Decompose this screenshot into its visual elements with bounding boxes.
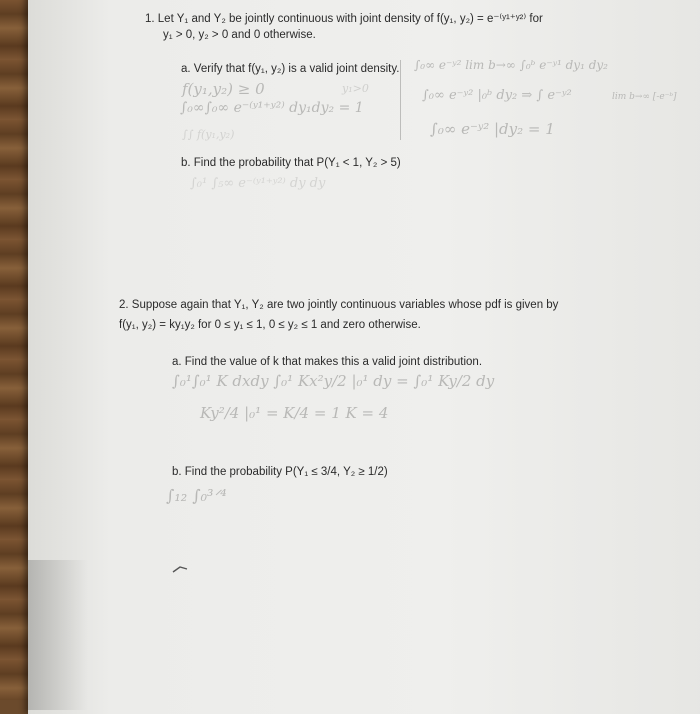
handwriting-limit-eval: lim b→∞ [-e⁻ᵇ] bbox=[612, 92, 677, 102]
q1-stem-line2: y₁ > 0, y₂ > 0 and 0 otherwise. bbox=[163, 29, 316, 41]
handwriting-part-b-setup: ∫₀¹ ∫₅∞ e⁻⁽ʸ¹⁺ʸ²⁾ dy dy bbox=[190, 176, 326, 191]
handwriting-part-b-integral: ∫₁₂ ∫₀³ᐟ⁴ bbox=[166, 486, 227, 505]
q1-part-b: b. Find the probability that P(Y₁ < 1, Y₂ > 5) bbox=[181, 157, 401, 169]
q2-stem-line2: f(y₁, y₂) = ky₁y₂ for 0 ≤ y₁ ≤ 1, 0 ≤ y₂ ≤ 1 and zero otherwise. bbox=[119, 319, 421, 331]
handwriting-double-integral: ∫₀∞∫₀∞ e⁻⁽ʸ¹⁺ʸ²⁾ dy₁dy₂ = 1 bbox=[180, 100, 364, 116]
pen-mark-icon bbox=[172, 564, 188, 574]
handwriting-evaluate-step: ∫₀∞ e⁻ʸ² |₀ᵇ dy₂ ⇒ ∫ e⁻ʸ² bbox=[422, 88, 572, 103]
handwriting-divider bbox=[400, 60, 401, 140]
handwriting-limit-step: ∫₀∞ e⁻ʸ² lim b→∞ ∫₀ᵇ e⁻ʸ¹ dy₁ dy₂ bbox=[414, 58, 608, 72]
handwriting-nonnegative: f(y₁,y₂) ≥ 0 bbox=[182, 80, 265, 98]
q1-part-a: a. Verify that f(y₁, y₂) is a valid joint density. bbox=[181, 63, 400, 75]
handwriting-integral-f: ∫∫ f(y₁,y₂) bbox=[182, 128, 235, 141]
wood-table-background bbox=[0, 0, 30, 700]
handwriting-domain: y₁>0 bbox=[342, 82, 369, 95]
paper-shadow bbox=[28, 560, 88, 710]
q2-stem-line1: 2. Suppose again that Y₁, Y₂ are two jointly continuous variables whose pdf is given by bbox=[119, 299, 559, 311]
q2-part-a: a. Find the value of k that makes this a valid joint distribution. bbox=[172, 356, 483, 368]
q1-stem-line1: 1. Let Y₁ and Y₂ be jointly continuous with joint density of f(y₁, y₂) = e⁻⁽ʸ¹⁺ʸ²⁾ for bbox=[145, 13, 543, 25]
q2-part-b: b. Find the probability P(Y₁ ≤ 3/4, Y₂ ≥ 1/2) bbox=[172, 466, 388, 478]
handwriting-k-solution: Ky²/4 |₀¹ = K/4 = 1 K = 4 bbox=[200, 404, 389, 422]
handwriting-result-one: ∫₀∞ e⁻ʸ² |dy₂ = 1 bbox=[430, 120, 555, 138]
handwriting-k-integral: ∫₀¹∫₀¹ K dxdy ∫₀¹ Kx²y/2 |₀¹ dy = ∫₀¹ Ky/2 dy bbox=[172, 372, 495, 390]
